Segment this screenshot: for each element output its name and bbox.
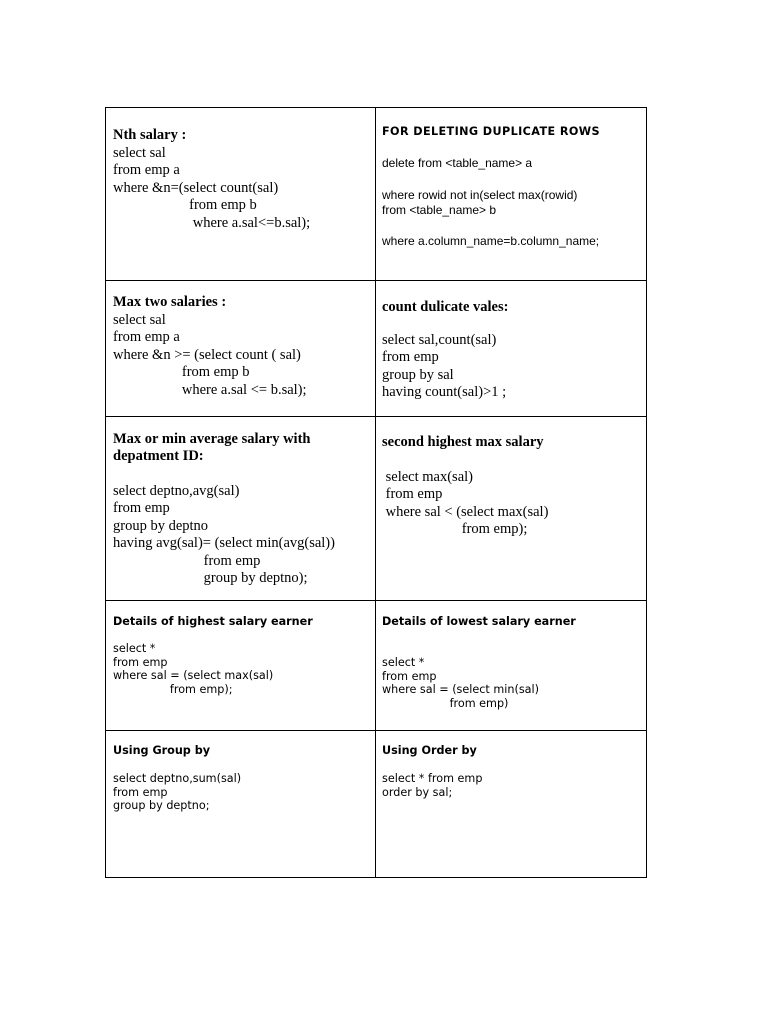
cell-heading: Max two salaries :: [113, 294, 227, 310]
code-block: select * from emp where sal = (select max(sal) from emp);: [113, 642, 274, 696]
cell-heading: Max or min average salary with depatment ID:: [113, 431, 311, 465]
cell-delete-duplicates: [376, 108, 646, 281]
code-line: delete from <table_name> a: [382, 156, 533, 170]
cell-heading: Details of lowest salary earner: [382, 615, 576, 628]
cell-max-min-average-salary: [106, 417, 376, 601]
cell-nth-salary: [106, 108, 376, 281]
cell-heading: second highest max salary: [382, 434, 544, 450]
code-block: select * from emp order by sal;: [382, 772, 483, 799]
code-block: select max(sal) from emp where sal < (select max(sal) from emp);: [385, 469, 549, 538]
cell-using-order-by: [376, 731, 646, 877]
code-block: select * from emp where sal = (select min(sal) from emp): [382, 656, 539, 710]
code-block: select deptno,avg(sal) from emp group by deptno having avg(sal)= (select min(avg(sal)) from emp group by deptno);: [113, 483, 335, 587]
cell-max-two-salaries: [106, 281, 376, 417]
code-line: where rowid not in(select max(rowid) from <table_name> b: [382, 188, 578, 217]
cell-heading: FOR DELETING DUPLICATE ROWS: [382, 125, 600, 138]
code-line: where a.column_name=b.column_name;: [382, 234, 600, 248]
code-block: select deptno,sum(sal) from emp group by deptno;: [113, 772, 242, 813]
code-block: select sal,count(sal) from emp group by sal having count(sal)>1 ;: [382, 332, 507, 401]
cell-highest-salary-earner: [106, 601, 376, 731]
code-block: select sal from emp a where &n >= (select count ( sal) from emp b where a.sal <= b.sal);: [113, 312, 307, 398]
cell-heading: Nth salary :: [113, 127, 187, 143]
cell-second-highest-salary: [376, 417, 646, 601]
cell-heading: Details of highest salary earner: [113, 615, 313, 628]
cell-count-duplicate-values: [376, 281, 646, 417]
code-block: select sal from emp a where &n=(select count(sal) from emp b where a.sal<=b.sal);: [113, 145, 311, 231]
cell-heading: count dulicate vales:: [382, 299, 509, 315]
cell-heading: Using Group by: [113, 744, 211, 757]
sql-reference-table: [105, 107, 647, 878]
cell-lowest-salary-earner: [376, 601, 646, 731]
cell-using-group-by: [106, 731, 376, 877]
cell-heading: Using Order by: [382, 744, 477, 757]
